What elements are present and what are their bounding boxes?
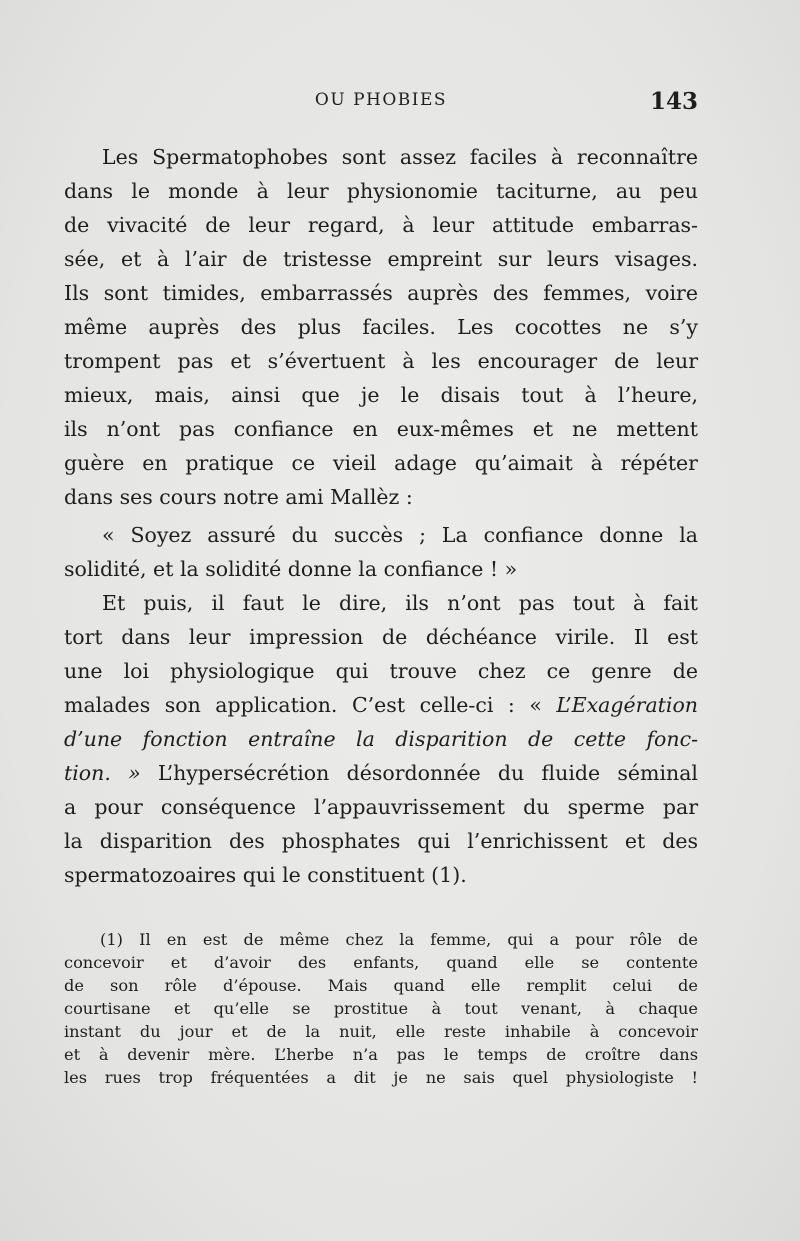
footnote-line: courtisane et qu’elle se prostitue à tout venant, à chaque: [64, 999, 698, 1018]
page-number: 143: [649, 88, 698, 115]
text-line: mieux, mais, ainsi que je le disais tout à l’heure,: [64, 383, 698, 407]
text-line: ils n’ont pas confiance en eux-mêmes et ne mettent: [64, 417, 698, 441]
text-line: dans ses cours notre ami Mallèz :: [64, 485, 413, 509]
running-header: [64, 88, 698, 116]
footnote-line: de son rôle d’épouse. Mais quand elle remplit celui de: [64, 976, 698, 995]
italic-segment: tion. »: [64, 761, 141, 785]
text-segment: L’hypersécrétion désordonnée du fluide séminal: [157, 761, 698, 785]
text-line: la disparition des phosphates qui l’enrichissent et des: [64, 829, 698, 853]
text-line: tort dans leur impression de déchéance virile. Il est: [64, 625, 698, 649]
text-line: Et puis, il faut le dire, ils n’ont pas tout à fait: [102, 591, 698, 615]
text-line: spermatozoaires qui le constituent (1).: [64, 863, 467, 887]
footnote-line: et à devenir mère. L’herbe n’a pas le temps de croître dans: [64, 1045, 698, 1064]
footnote-line: instant du jour et de la nuit, elle reste inhabile à concevoir: [64, 1022, 698, 1041]
text-line: même auprès des plus faciles. Les cocottes ne s’y: [64, 315, 698, 339]
text-line: guère en pratique ce vieil adage qu’aimait à répéter: [64, 451, 698, 475]
text-line: [64, 688, 698, 722]
text-segment: malades son application. C’est celle-ci : «: [64, 693, 542, 717]
quote-line: solidité, et la solidité donne la confiance ! »: [64, 557, 518, 581]
text-line: sée, et à l’air de tristesse empreint sur leurs visages.: [64, 247, 698, 271]
text-line: Ils sont timides, embarrassés auprès des femmes, voire: [64, 281, 698, 305]
text-line: une loi physiologique qui trouve chez ce genre de: [64, 659, 698, 683]
italic-line: d’une fonction entraîne la disparition de cette fonc-: [64, 727, 698, 751]
text-line: trompent pas et s’évertuent à les encourager de leur: [64, 349, 698, 373]
footnote-line: concevoir et d’avoir des enfants, quand elle se contente: [64, 953, 698, 972]
italic-segment: L’Exagération: [556, 693, 698, 717]
text-line: de vivacité de leur regard, à leur attitude embarras-: [64, 213, 698, 237]
text-line: Les Spermatophobes sont assez faciles à reconnaître: [102, 145, 698, 169]
text-line: a pour conséquence l’appauvrissement du sperme par: [64, 795, 698, 819]
quote-line: « Soyez assuré du succès ; La confiance donne la: [102, 523, 698, 547]
text-line: dans le monde à leur physionomie taciturne, au peu: [64, 179, 698, 203]
footnote-line: les rues trop fréquentées a dit je ne sais quel physiologiste !: [64, 1068, 698, 1087]
running-title: OU PHOBIES: [314, 90, 448, 110]
footnote-line: (1) Il en est de même chez la femme, qui a pour rôle de: [100, 930, 698, 949]
text-line: [64, 756, 698, 790]
